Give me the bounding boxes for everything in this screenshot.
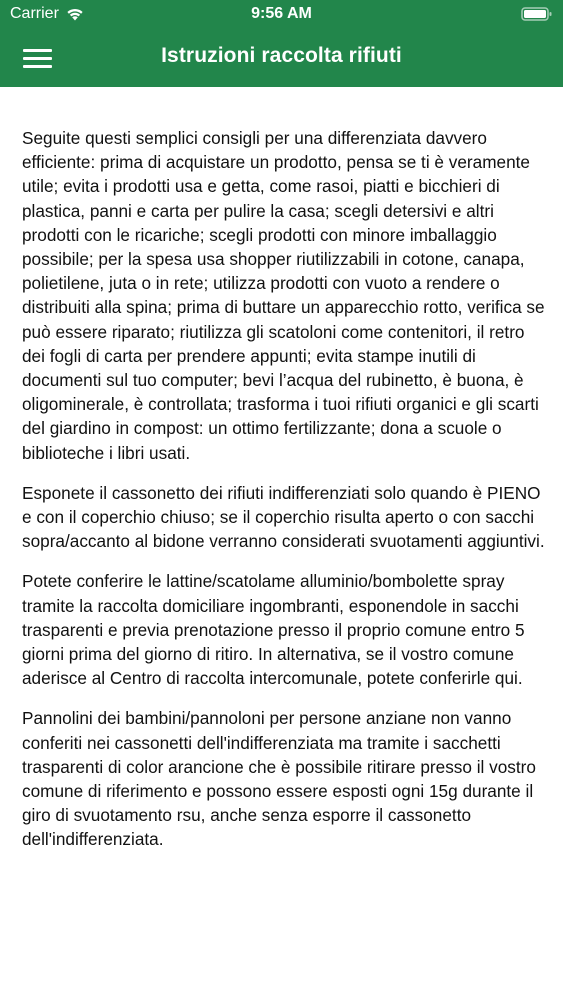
status-time: 9:56 AM [251, 5, 312, 22]
instructions-paragraph: Seguite questi semplici consigli per una differenziata davvero efficiente: prima di acquistare un prodotto, pensa se ti è veramente utile; evita i prodotti usa e getta, come rasoi, piatti e bicchieri di plastica, panni e carta per pulire la casa; scegli detersivi e altri prodotti con le ricariche; scegli prodotti con minore imballaggio possibile; per la spesa usa shopper riutilizzabili in cotone, canapa, polietilene, juta o in rete; utilizza prodotti con vuoto a rendere o distribuiti alla spina; prima di buttare un apparecchio rotto, verifica se può essere riparato; riutilizza gli scatoloni come contenitori, il retro dei fogli di carta per prendere appunti; evita stampe inutili di documenti sul tuo computer; bevi l’acqua del rubinetto, è buona, è oligominerale, è controllata; trasforma i tuoi rifiuti organici e gli scarti del giardino in compost: un ottimo fertilizzante; dona a scuole o biblioteche i libri usati. [22, 128, 545, 463]
instructions-content [22, 126, 547, 868]
navigation-bar [0, 30, 563, 87]
carrier-label: Carrier [10, 5, 59, 22]
instructions-paragraph: Esponete il cassonetto dei rifiuti indifferenziati solo quando è PIENO e con il coperchio chiuso; se il coperchio risulta aperto o con sacchi sopra/accanto al bidone verranno considerati svuotamenti aggiuntivi. [22, 482, 545, 552]
app-header [0, 0, 563, 87]
page-title: Istruzioni raccolta rifiuti [161, 44, 402, 67]
status-bar [0, 0, 563, 30]
battery-full-icon [521, 6, 553, 22]
instructions-paragraph: Potete conferire le lattine/scatolame alluminio/bombolette spray tramite la raccolta domiciliare ingombranti, esponendole in sacchi trasparenti e previa prenotazione presso il proprio comune entro 5 giorni prima del giorno di ritiro. In alternativa, se il vostro comune aderisce al Centro di raccolta intercomunale, potete conferirle qui. [22, 571, 525, 689]
instructions-paragraph: Pannolini dei bambini/pannoloni per persone anziane non vanno conferiti nei cassonetti dell'indifferenziata ma tramite i sacchetti trasparenti di color arancione che è possibile ritirare presso il vostro comune di riferimento e possono essere esposti ogni 15g durante il giro di svuotamento rsu, anche senza esporre il cassonetto dell'indifferenziata. [22, 708, 536, 850]
